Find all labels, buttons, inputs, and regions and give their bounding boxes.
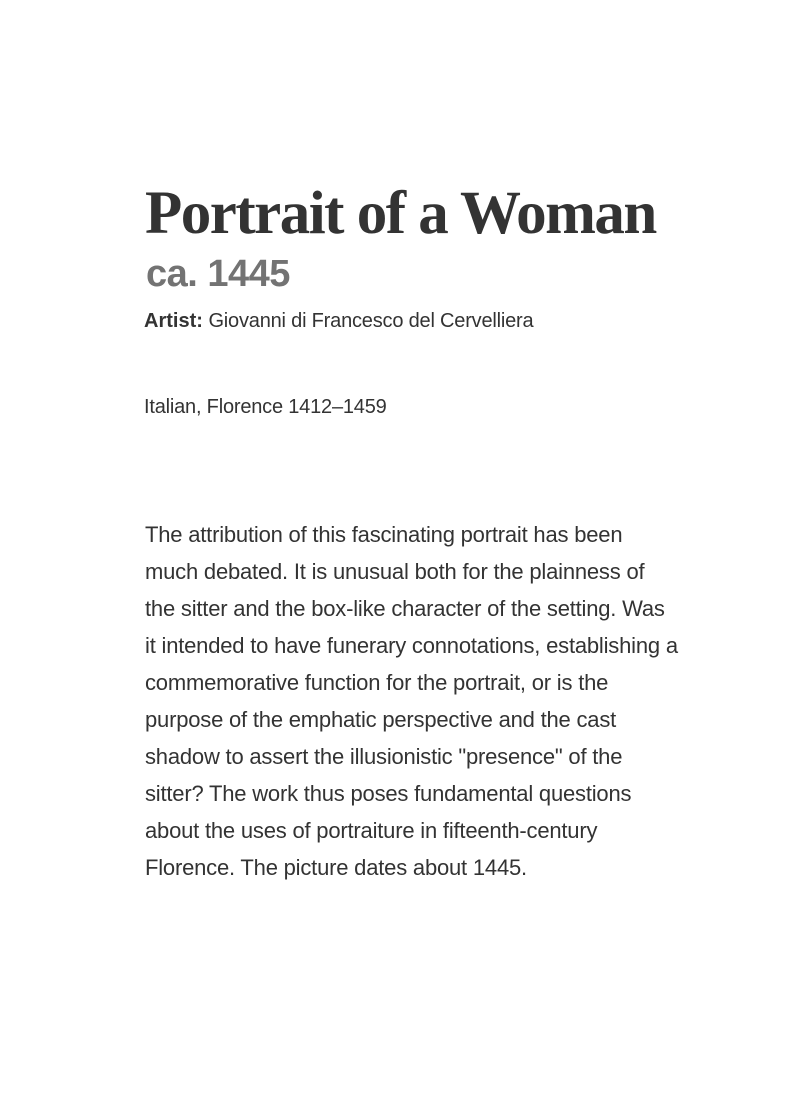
artwork-description: The attribution of this fascinating portrait has been much debated. It is unusual both for the plainness of the sitter and the box-like character of the setting. Was it intended to have funerary connotations, establishing a commemorative function for the portrait, or is the purpose of the emphatic perspective and the cast shadow to assert the illusionistic "presence" of the sitter? The work thus poses fundamental questions about the uses of portraiture in fifteenth-century Florence. The picture dates about 1445.	[145, 522, 678, 880]
artist-label: Artist:	[144, 310, 203, 332]
artist-nationality: Italian, Florence 1412–1459	[144, 396, 387, 418]
artist-name: Giovanni di Francesco del Cervelliera	[208, 310, 534, 332]
artist-line	[144, 308, 685, 334]
artwork-title: Portrait of a Woman	[145, 180, 656, 247]
artwork-info-card	[145, 178, 685, 886]
artwork-date: ca. 1445	[146, 253, 290, 295]
